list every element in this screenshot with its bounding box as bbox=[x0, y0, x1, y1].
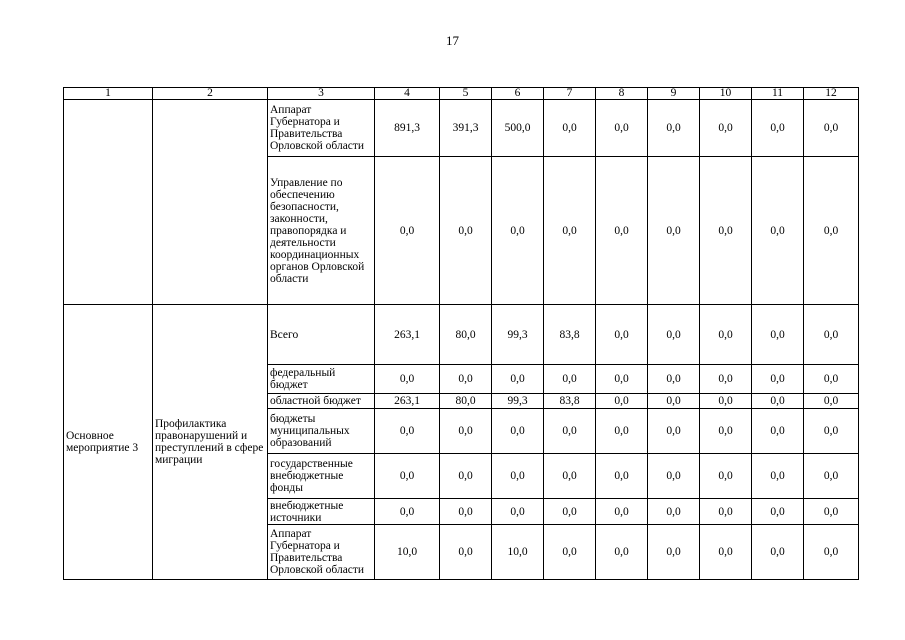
row-label: внебюджетные источники bbox=[268, 499, 375, 525]
value-cell: 0,0 bbox=[700, 305, 752, 365]
value-cell: 0,0 bbox=[752, 394, 804, 409]
value-cell: 0,0 bbox=[804, 454, 859, 499]
value-cell: 0,0 bbox=[700, 365, 752, 394]
value-cell: 0,0 bbox=[544, 454, 596, 499]
value-cell: 0,0 bbox=[440, 409, 492, 454]
value-cell: 0,0 bbox=[700, 157, 752, 305]
page-number: 17 bbox=[446, 33, 459, 48]
value-cell: 0,0 bbox=[648, 365, 700, 394]
budget-table bbox=[63, 87, 859, 580]
value-cell: 0,0 bbox=[804, 394, 859, 409]
value-cell: 891,3 bbox=[375, 100, 440, 157]
value-cell: 0,0 bbox=[752, 365, 804, 394]
value-cell: 0,0 bbox=[700, 525, 752, 580]
value-cell: 0,0 bbox=[700, 100, 752, 157]
table-row bbox=[64, 100, 859, 157]
table-row bbox=[64, 305, 859, 365]
value-cell: 0,0 bbox=[804, 305, 859, 365]
value-cell: 0,0 bbox=[596, 157, 648, 305]
event-code-cell: Основное мероприятие 3 bbox=[64, 305, 153, 580]
row-label: государственные внебюджетные фонды bbox=[268, 454, 375, 499]
column-header: 4 bbox=[375, 88, 440, 100]
value-cell: 0,0 bbox=[596, 305, 648, 365]
row-label: федеральный бюджет bbox=[268, 365, 375, 394]
column-header: 9 bbox=[648, 88, 700, 100]
column-header: 11 bbox=[752, 88, 804, 100]
value-cell: 0,0 bbox=[648, 499, 700, 525]
column-header: 8 bbox=[596, 88, 648, 100]
value-cell: 10,0 bbox=[492, 525, 544, 580]
value-cell: 80,0 bbox=[440, 394, 492, 409]
value-cell: 0,0 bbox=[648, 305, 700, 365]
value-cell: 83,8 bbox=[544, 305, 596, 365]
value-cell: 0,0 bbox=[544, 409, 596, 454]
value-cell: 0,0 bbox=[440, 157, 492, 305]
value-cell: 0,0 bbox=[804, 409, 859, 454]
row-label: областной бюджет bbox=[268, 394, 375, 409]
value-cell: 99,3 bbox=[492, 305, 544, 365]
event-name-cell: Профилактика правонарушений и преступлений в сфере миграции bbox=[153, 305, 268, 580]
value-cell: 0,0 bbox=[492, 365, 544, 394]
value-cell: 0,0 bbox=[804, 499, 859, 525]
value-cell: 0,0 bbox=[375, 365, 440, 394]
value-cell: 0,0 bbox=[492, 499, 544, 525]
column-header: 7 bbox=[544, 88, 596, 100]
value-cell: 0,0 bbox=[648, 394, 700, 409]
value-cell: 0,0 bbox=[752, 499, 804, 525]
value-cell: 0,0 bbox=[752, 305, 804, 365]
value-cell: 0,0 bbox=[544, 100, 596, 157]
value-cell: 80,0 bbox=[440, 305, 492, 365]
value-cell: 0,0 bbox=[440, 499, 492, 525]
value-cell: 99,3 bbox=[492, 394, 544, 409]
value-cell: 0,0 bbox=[375, 409, 440, 454]
column-header: 5 bbox=[440, 88, 492, 100]
value-cell: 0,0 bbox=[544, 157, 596, 305]
value-cell: 0,0 bbox=[375, 454, 440, 499]
value-cell: 0,0 bbox=[596, 394, 648, 409]
value-cell: 263,1 bbox=[375, 305, 440, 365]
value-cell: 0,0 bbox=[596, 100, 648, 157]
column-header: 10 bbox=[700, 88, 752, 100]
column-header: 1 bbox=[64, 88, 153, 100]
value-cell: 0,0 bbox=[596, 365, 648, 394]
value-cell: 0,0 bbox=[544, 365, 596, 394]
value-cell: 0,0 bbox=[375, 157, 440, 305]
value-cell: 0,0 bbox=[596, 499, 648, 525]
value-cell: 0,0 bbox=[804, 525, 859, 580]
value-cell: 0,0 bbox=[700, 454, 752, 499]
value-cell: 0,0 bbox=[804, 365, 859, 394]
value-cell: 0,0 bbox=[752, 409, 804, 454]
value-cell: 0,0 bbox=[492, 454, 544, 499]
value-cell: 0,0 bbox=[544, 525, 596, 580]
value-cell: 0,0 bbox=[804, 100, 859, 157]
value-cell: 0,0 bbox=[648, 100, 700, 157]
value-cell: 0,0 bbox=[752, 525, 804, 580]
value-cell: 0,0 bbox=[596, 454, 648, 499]
empty-cell bbox=[64, 100, 153, 305]
value-cell: 83,8 bbox=[544, 394, 596, 409]
value-cell: 10,0 bbox=[375, 525, 440, 580]
empty-cell bbox=[153, 100, 268, 305]
value-cell: 0,0 bbox=[804, 157, 859, 305]
header-row bbox=[64, 88, 859, 100]
column-header: 3 bbox=[268, 88, 375, 100]
value-cell: 0,0 bbox=[700, 499, 752, 525]
value-cell: 0,0 bbox=[700, 409, 752, 454]
column-header: 12 bbox=[804, 88, 859, 100]
value-cell: 391,3 bbox=[440, 100, 492, 157]
value-cell: 0,0 bbox=[544, 499, 596, 525]
value-cell: 0,0 bbox=[440, 365, 492, 394]
value-cell: 0,0 bbox=[752, 100, 804, 157]
row-label: Аппарат Губернатора и Правительства Орловской области bbox=[268, 525, 375, 580]
value-cell: 0,0 bbox=[752, 157, 804, 305]
column-header: 2 bbox=[153, 88, 268, 100]
value-cell: 500,0 bbox=[492, 100, 544, 157]
value-cell: 0,0 bbox=[648, 157, 700, 305]
value-cell: 0,0 bbox=[596, 409, 648, 454]
row-label: бюджеты муниципальных образований bbox=[268, 409, 375, 454]
column-header: 6 bbox=[492, 88, 544, 100]
value-cell: 0,0 bbox=[375, 499, 440, 525]
value-cell: 0,0 bbox=[596, 525, 648, 580]
value-cell: 0,0 bbox=[492, 157, 544, 305]
row-label: Всего bbox=[268, 305, 375, 365]
value-cell: 0,0 bbox=[440, 525, 492, 580]
value-cell: 0,0 bbox=[752, 454, 804, 499]
value-cell: 0,0 bbox=[648, 409, 700, 454]
row-label: Управление по обеспечению безопасности, законности, правопорядка и деятельности координационных органов Орловской области bbox=[268, 157, 375, 305]
row-label: Аппарат Губернатора и Правительства Орловской области bbox=[268, 100, 375, 157]
value-cell: 0,0 bbox=[648, 525, 700, 580]
value-cell: 0,0 bbox=[440, 454, 492, 499]
value-cell: 0,0 bbox=[492, 409, 544, 454]
value-cell: 263,1 bbox=[375, 394, 440, 409]
value-cell: 0,0 bbox=[700, 394, 752, 409]
value-cell: 0,0 bbox=[648, 454, 700, 499]
